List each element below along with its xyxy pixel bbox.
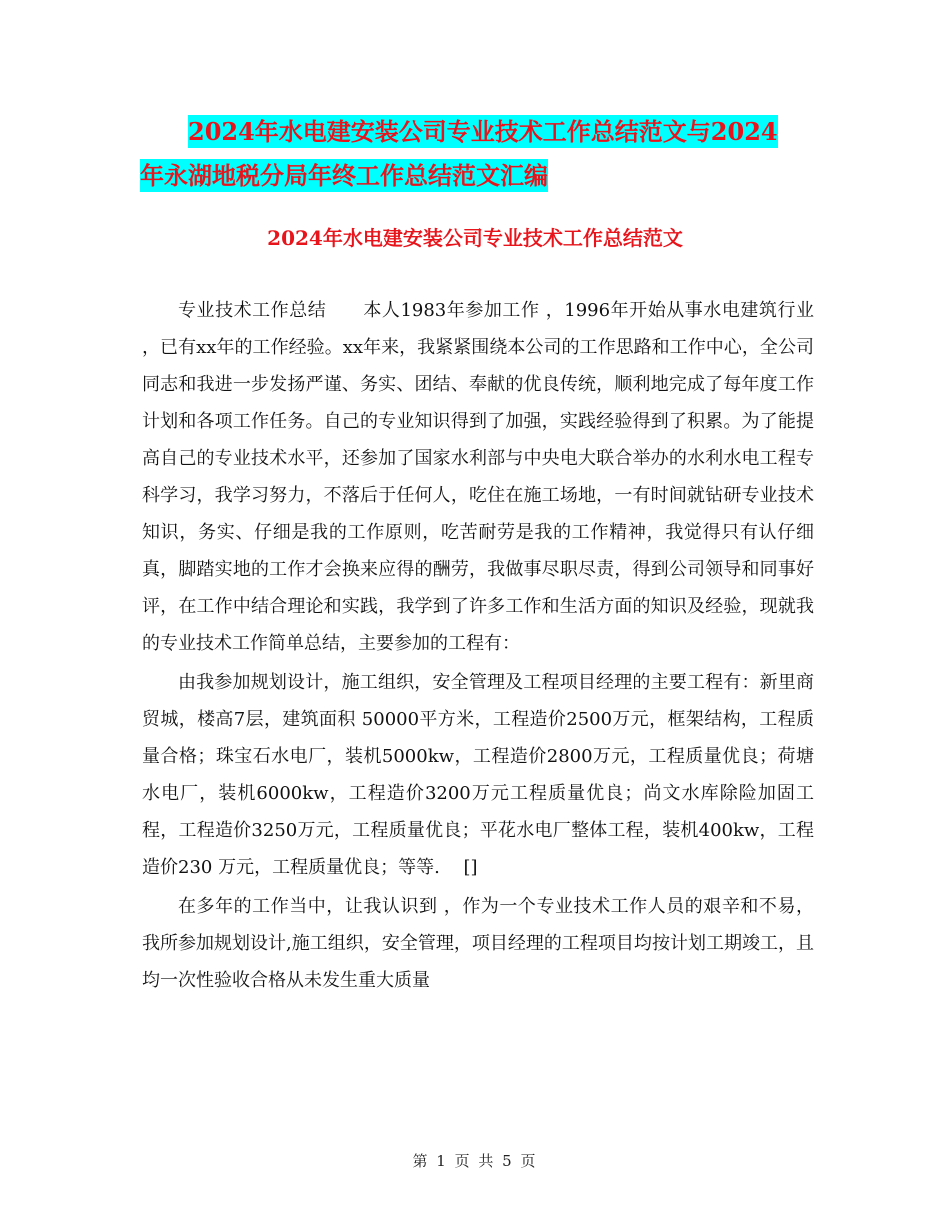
document-title-line-1: 2024年水电建安装公司专业技术工作总结范文与2024: [188, 117, 778, 146]
document-title-line-2: 年永湖地税分局年终工作总结范文汇编: [140, 161, 548, 190]
paragraph: 由我参加规划设计，施工组织，安全管理及工程项目经理的主要工程有：新里商贸城，楼高7层，建筑面积 50000平方米，工程造价2500万元，框架结构，工程质量合格；珠宝石水电厂，装机5000kw，工程造价2800万元，工程质量优良；荷塘水电厂，装机6000kw，工程造价3200万元工程质量优良；尚文水库除险加固工程，工程造价3250万元，工程质量优良；平花水电厂整体工程，装机400kw，工程造价230 万元，工程质量优良；等等. []: [142, 672, 814, 878]
document-title: [140, 110, 840, 198]
paragraph: 在多年的工作当中，让我认识到 ，作为一个专业技术工作人员的艰辛和不易， 我所参加规划设计,施工组织，安全管理，项目经理的工程项目均按计划工期竣工，且均一次性验收合格从未发生重大质量: [142, 896, 814, 991]
document-body: [142, 292, 814, 1001]
section-title: 2024年水电建安装公司专业技术工作总结范文: [267, 226, 683, 250]
page-footer: 第 1 页 共 5 页: [412, 1152, 538, 1170]
paragraph: 专业技术工作总结 本人1983年参加工作 ，1996年开始从事水电建筑行业 ，已有xx年的工作经验。xx年来，我紧紧围绕本公司的工作思路和工作中心，全公司同志和我进一步发扬严谨、务实、团结、奉献的优良传统，顺利地完成了每年度工作计划和各项工作任务。自己的专业知识得到了加强，实践经验得到了积累。为了能提高自己的专业技术水平，还参加了国家水利部与中央电大联合举办的水利水电工程专科学习，我学习努力，不落后于任何人，吃住在施工场地，一有时间就钻研专业技术知识，务实、仔细是我的工作原则，吃苦耐劳是我的工作精神，我觉得只有认仔细真，脚踏实地的工作才会换来应得的酬劳，我做事尽职尽责，得到公司领导和同事好评，在工作中结合理论和实践，我学到了许多工作和生活方面的知识及经验，现就我的专业技术工作简单总结，主要参加的工程有：: [142, 300, 814, 654]
